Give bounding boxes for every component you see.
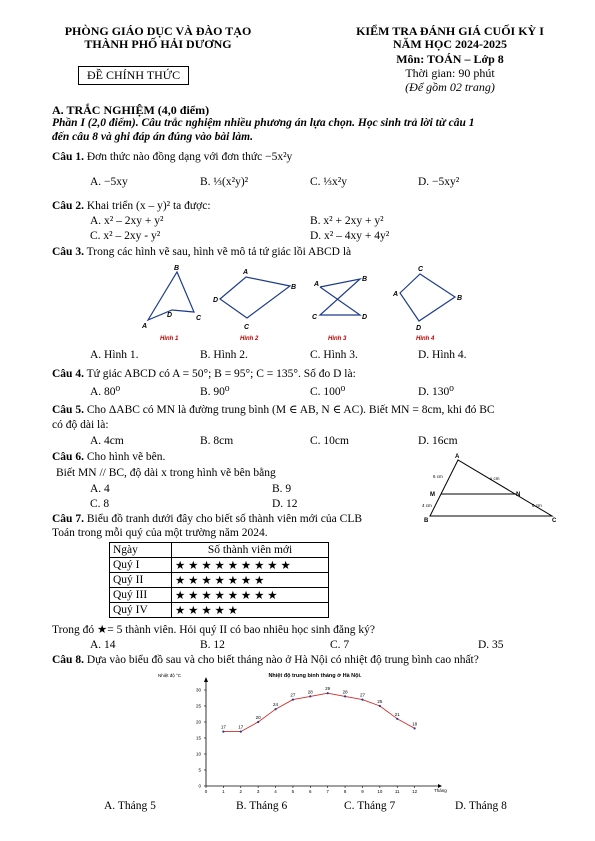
chart-point	[327, 692, 329, 694]
page-count: (Để gồm 02 trang)	[405, 80, 495, 94]
quarter-cell: Quý I	[110, 558, 172, 573]
fig2-caption: Hình 2	[240, 336, 259, 342]
q1-label: Câu 1.	[52, 151, 84, 163]
chart-x-axis-label: Tháng	[434, 788, 447, 793]
fig4-caption: Hình 4	[416, 336, 435, 342]
chart-series-line	[220, 693, 414, 731]
svg-text:D: D	[213, 297, 219, 304]
chart-point	[396, 718, 398, 720]
q3-quadrilateral-figures	[130, 262, 480, 346]
q1-stem	[52, 151, 292, 163]
q6-text: Cho hình vẽ bên.	[86, 451, 166, 463]
q1-option-b: B. ⅓(x²y)²	[200, 176, 249, 188]
chart-y-tick-label: 20	[195, 719, 201, 725]
svg-text:A: A	[393, 291, 399, 298]
chart-y-axis-label: Nhiệt độ °C	[158, 673, 182, 678]
duration: Thời gian: 90 phút	[405, 66, 495, 80]
q6-stem	[52, 451, 165, 463]
q5-text-cont: có độ dài là:	[52, 419, 109, 431]
q3-text: Trong các hình vẽ sau, hình vẽ mô tả tứ giác lồi ABCD là	[86, 246, 352, 258]
q8-text: Dựa vào biểu đồ sau và cho biết tháng nào ở Hà Nội có nhiệt độ trung bình cao nhất?	[86, 654, 479, 666]
chart-point	[414, 727, 416, 729]
svg-text:D: D	[167, 312, 173, 319]
q5-option-c: C. 10cm	[310, 435, 349, 447]
chart-point	[222, 731, 224, 733]
part1-instructions-cont: đến câu 8 và ghi đáp án đúng vào bài làm.	[52, 131, 253, 143]
chart-x-tick-label: 4	[274, 789, 277, 794]
chart-point	[292, 699, 294, 701]
chart-data-label: 18	[412, 721, 418, 727]
city-name: THÀNH PHỐ HẢI DƯƠNG	[84, 37, 232, 51]
q4-option-b: B. 90⁰	[200, 386, 230, 398]
q6-option-d: D. 12	[272, 498, 298, 510]
q2-option-b: B. x² + 2xy + y²	[310, 215, 384, 227]
q5-label: Câu 5.	[52, 404, 84, 416]
q5-option-b: B. 8cm	[200, 435, 234, 447]
q5-text: Cho ΔABC có MN là đường trung bình (M ∈ AB, N ∈ AC). Biết MN = 8cm, khi đó BC	[86, 404, 495, 416]
q2-option-c: C. x² – 2xy - y²	[90, 230, 161, 242]
q6-point-n: N	[516, 492, 521, 498]
q6-point-m: M	[430, 492, 435, 498]
q5-option-d: D. 16cm	[418, 435, 458, 447]
chart-y-tick-label: 15	[195, 735, 201, 741]
part1-instructions: Phần I (2,0 điểm). Câu trắc nghiệm nhiều phương án lựa chọn. Học sinh trả lời từ câu 1	[52, 117, 475, 129]
chart-x-tick-label: 0	[204, 789, 208, 794]
stars-cell: ★ ★ ★ ★ ★	[172, 603, 329, 618]
q5-stem	[52, 402, 495, 416]
q6-triangle-figure	[420, 452, 560, 524]
chart-point	[240, 731, 242, 733]
q2-text: Khai triển (x – y)² ta được:	[86, 200, 211, 212]
svg-text:C: C	[196, 315, 202, 322]
figure-3	[312, 276, 367, 342]
chart-y-tick-label: 0	[198, 783, 201, 789]
chart-data-label: 21	[394, 711, 400, 717]
chart-y-tick-label: 30	[195, 687, 201, 693]
chart-point	[361, 699, 363, 701]
chart-x-tick-label: 6	[309, 789, 312, 794]
q6-option-c: C. 8	[90, 498, 110, 510]
svg-text:B: B	[174, 265, 180, 272]
q2-label: Câu 2.	[52, 200, 84, 212]
q1-text: Đơn thức nào đồng dạng với đơn thức −5x²y	[86, 151, 293, 163]
q2-option-a: A. x² – 2xy + y²	[90, 215, 164, 227]
table-header-cell: Ngày	[110, 543, 172, 558]
q4-option-a: A. 80⁰	[90, 386, 121, 398]
chart-data-label: 17	[220, 724, 226, 730]
quarter-cell: Quý III	[110, 588, 172, 603]
q7-label: Câu 7.	[52, 513, 84, 525]
q8-option-a: A. Tháng 5	[104, 800, 156, 812]
q7-stem	[52, 513, 362, 525]
chart-data-label: 27	[290, 692, 296, 698]
chart-data-label: 25	[377, 699, 383, 704]
figure-2	[213, 269, 296, 342]
q7-text-cont: Toán trong mỗi quý của một trường năm 2024.	[52, 527, 268, 539]
chart-x-tick-label: 1	[222, 789, 225, 794]
chart-x-tick-label: 7	[326, 789, 329, 794]
subject: Môn: TOÁN – Lớp 8	[396, 52, 504, 66]
q8-option-b: B. Tháng 6	[236, 800, 288, 812]
q7-option-d: D. 35	[478, 639, 504, 651]
q7-text: Biểu đồ tranh dưới đây cho biết số thành viên mới của CLB	[86, 513, 363, 525]
chart-x-tick-label: 8	[343, 789, 347, 794]
table-row	[110, 573, 329, 588]
q3-option-b: B. Hình 2.	[200, 349, 248, 361]
chart-data-label: 17	[238, 724, 244, 730]
chart-x-tick-label: 2	[239, 789, 243, 794]
stars-cell: ★ ★ ★ ★ ★ ★ ★ ★	[172, 588, 329, 603]
chart-x-tick-label: 11	[394, 789, 400, 794]
q7-question: Trong đó ★= 5 thành viên. Hỏi quý II có bao nhiêu học sinh đăng ký?	[52, 624, 375, 636]
q1-option-d: D. −5xy²	[418, 176, 460, 188]
q4-option-c: C. 100⁰	[310, 386, 346, 398]
exam-title: KIỂM TRA ĐÁNH GIÁ CUỐI KỲ I	[356, 24, 544, 38]
q6-len-am: 6 cm	[433, 474, 443, 479]
q2-option-d: D. x² – 4xy + 4y²	[310, 230, 390, 242]
q3-label: Câu 3.	[52, 246, 84, 258]
chart-x-tick-label: 9	[361, 789, 364, 794]
svg-text:C: C	[244, 324, 250, 331]
chart-x-tick-label: 3	[256, 789, 260, 794]
svg-text:A: A	[142, 323, 148, 330]
q4-text: Tứ giác ABCD có A = 50°; B = 95°; C = 135°. Số đo D là:	[86, 368, 356, 380]
svg-text:B: B	[291, 284, 297, 291]
fig3-caption: Hình 3	[328, 336, 347, 342]
fig1-caption: Hình 1	[160, 336, 179, 342]
figure-1	[141, 265, 202, 342]
chart-point	[344, 695, 346, 697]
q3-option-c: C. Hình 3.	[310, 349, 358, 361]
chart-point	[274, 708, 276, 710]
q4-label: Câu 4.	[52, 368, 84, 380]
q6-option-a: A. 4	[90, 483, 110, 495]
q5-option-a: A. 4cm	[90, 435, 124, 447]
q6-vertex-c: C	[552, 518, 557, 524]
chart-x-tick-label: 10	[377, 789, 383, 794]
chart-data-label: 29	[325, 686, 331, 692]
temperature-line-chart	[150, 668, 460, 798]
chart-data-label: 24	[273, 702, 279, 708]
quarter-cell: Quý II	[110, 573, 172, 588]
q4-option-d: D. 130⁰	[418, 386, 454, 398]
q6-len-an: x cm	[490, 476, 500, 481]
table-row	[110, 588, 329, 603]
chart-y-tick-label: 5	[198, 767, 201, 773]
chart-point	[309, 695, 311, 697]
svg-text:D: D	[362, 314, 368, 321]
q6-text2: Biết MN // BC, độ dài x trong hình vẽ bên bằng	[56, 467, 276, 479]
figure-4	[392, 266, 462, 342]
q3-option-d: D. Hình 4.	[418, 349, 467, 361]
chart-data-label: 27	[359, 692, 365, 698]
svg-text:C: C	[418, 266, 424, 273]
official-badge: ĐỀ CHÍNH THỨC	[78, 66, 189, 85]
q7-pictograph-table	[109, 542, 329, 618]
q8-option-c: C. Tháng 7	[344, 800, 396, 812]
chart-point	[379, 705, 381, 707]
stars-cell: ★ ★ ★ ★ ★ ★ ★	[172, 573, 329, 588]
q6-option-b: B. 9	[272, 483, 292, 495]
dept-name: PHÒNG GIÁO DỤC VÀ ĐÀO TẠO	[64, 24, 252, 38]
school-year: NĂM HỌC 2024-2025	[393, 37, 507, 51]
chart-x-tick-label: 12	[412, 789, 418, 794]
q1-option-a: A. −5xy	[90, 176, 128, 188]
svg-text:A: A	[314, 281, 320, 288]
table-header-cell: Số thành viên mới	[172, 543, 329, 558]
quarter-cell: Quý IV	[110, 603, 172, 618]
table-header-row	[110, 543, 329, 558]
chart-y-axis-arrow	[204, 677, 208, 682]
q6-label: Câu 6.	[52, 451, 84, 463]
chart-title: Nhiệt độ trung bình tháng ở Hà Nội.	[268, 673, 362, 679]
q4-stem	[52, 368, 356, 380]
q3-option-a: A. Hình 1.	[90, 349, 139, 361]
q7-option-c: C. 7	[330, 639, 350, 651]
chart-point	[257, 721, 259, 723]
q8-option-d: D. Tháng 8	[455, 800, 507, 812]
svg-text:B: B	[362, 276, 368, 283]
chart-data-label: 28	[307, 689, 313, 695]
q2-stem	[52, 200, 211, 212]
section-a-title: A. TRẮC NGHIỆM (4,0 điểm)	[52, 103, 210, 117]
q3-stem	[52, 246, 351, 258]
q1-option-c: C. ⅓x²y	[310, 176, 347, 188]
q8-label: Câu 8.	[52, 654, 84, 666]
svg-text:C: C	[312, 314, 318, 321]
chart-data-label: 28	[342, 689, 348, 695]
table-row	[110, 603, 329, 618]
q7-option-b: B. 12	[200, 639, 225, 651]
svg-text:B: B	[457, 295, 463, 302]
stars-cell: ★ ★ ★ ★ ★ ★ ★ ★ ★	[172, 558, 329, 573]
svg-text:A: A	[243, 269, 249, 276]
q6-len-nc: 6 cm	[532, 503, 542, 508]
q6-vertex-a: A	[455, 454, 460, 460]
chart-x-tick-label: 5	[291, 789, 295, 794]
q8-stem	[52, 654, 479, 666]
chart-y-tick-label: 10	[195, 751, 201, 757]
chart-data-label: 20	[255, 715, 261, 720]
chart-y-tick-label: 25	[195, 703, 201, 709]
q7-option-a: A. 14	[90, 639, 116, 651]
svg-text:D: D	[416, 325, 422, 332]
q6-vertex-b: B	[424, 518, 429, 524]
table-row	[110, 558, 329, 573]
q6-len-mb: 4 cm	[422, 503, 432, 508]
